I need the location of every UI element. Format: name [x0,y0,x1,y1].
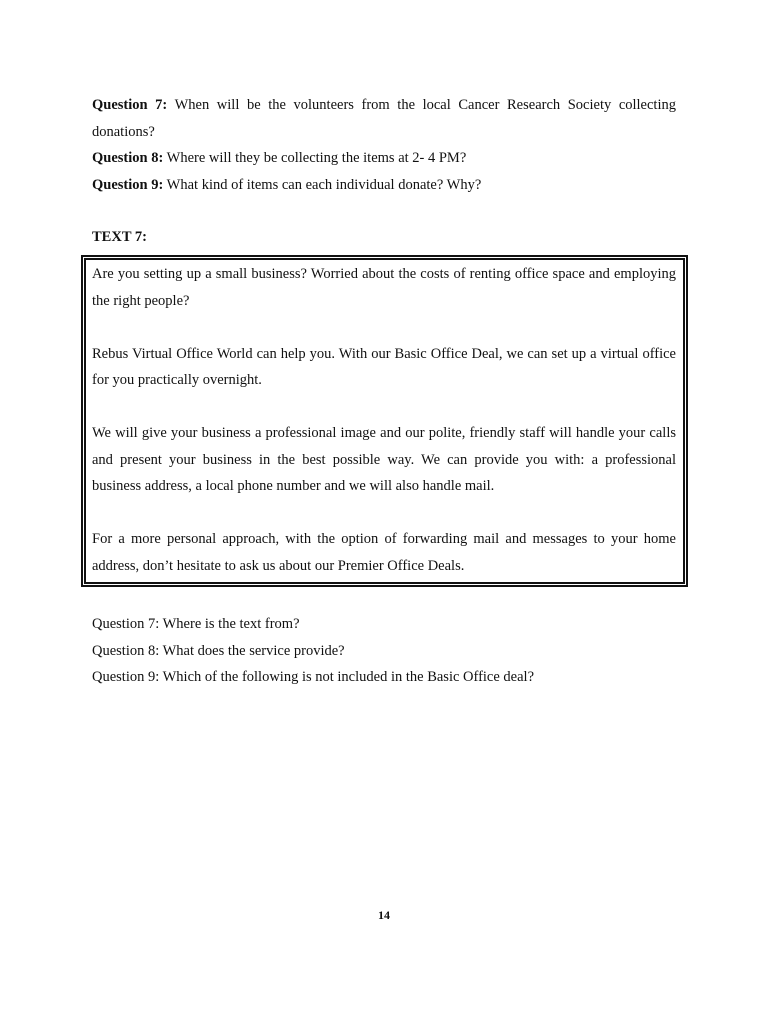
text-7-paragraph-4: For a more personal approach, with the option of forwarding mail and messages to your home address, don’t hesitate to ask us about our Premier Office Deals. [92,531,676,574]
question-9 [92,172,676,199]
previous-text-questions [92,92,676,198]
text-7-content [92,261,676,579]
page-number: 14 [378,908,390,922]
text-7-paragraph-2: Rebus Virtual Office World can help you. With our Basic Office Deal, we can set up a virtual office for you practically overnight. [92,345,676,388]
question-8-text: Where will they be collecting the items at 2- 4 PM? [166,150,467,166]
text-7-question-8: Question 8: What does the service provide? [92,642,345,659]
text-7-heading: TEXT 7: [92,229,147,245]
question-8 [92,145,676,172]
text-7-questions [92,611,676,691]
question-8-label: Question 8: [92,150,164,166]
text-7-paragraph-3: We will give your business a professional image and our polite, friendly staff will handle your calls and present your business in the best possible way. We can provide you with: a professional business address, a local phone number and we will also handle mail. [92,425,676,494]
text-7-question-7: Question 7: Where is the text from? [92,616,300,632]
text-7-paragraph-1: Are you setting up a small business? Worried about the costs of renting office space and employing the right people? [92,266,676,309]
question-7-label: Question 7: [92,97,168,113]
question-9-label: Question 9: [92,176,164,193]
text-7-question-9: Question 9: Which of the following is not included in the Basic Office deal? [92,669,535,685]
text-7-box [81,255,688,587]
question-7-text: When will be the volunteers from the local Cancer Research Society collecting donations? [92,97,676,140]
question-9-text: What kind of items can each individual donate? Why? [166,176,482,193]
question-7 [92,92,676,145]
